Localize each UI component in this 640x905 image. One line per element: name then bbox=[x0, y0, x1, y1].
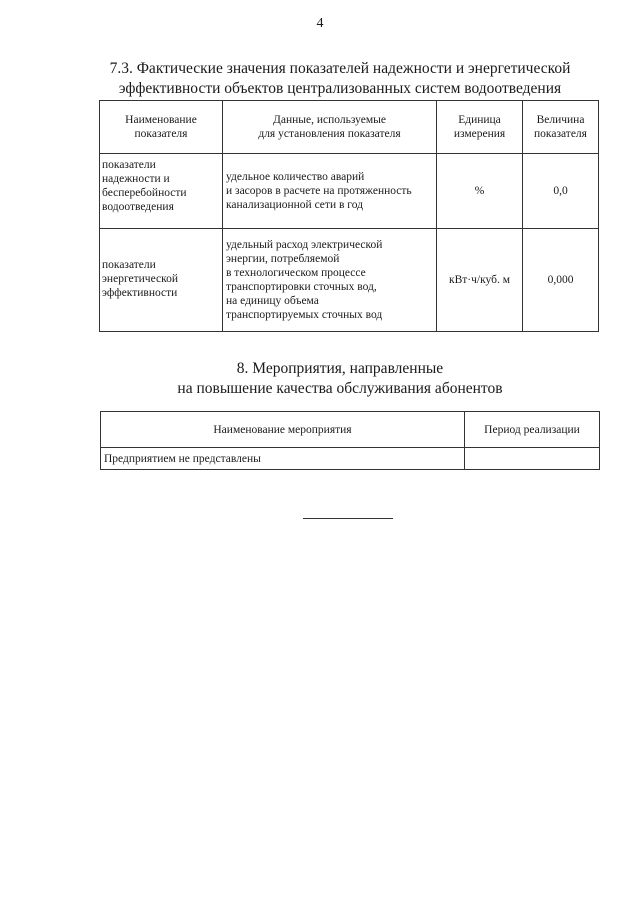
cell-unit: кВт·ч/куб. м bbox=[437, 229, 523, 332]
table-row bbox=[100, 229, 599, 332]
page-number: 4 bbox=[316, 16, 324, 31]
section-7-3-title bbox=[0, 59, 640, 99]
indicators-header-row bbox=[100, 101, 599, 154]
header-measure-name: Наименование мероприятия bbox=[101, 412, 465, 448]
cell-period bbox=[465, 448, 600, 470]
cell-measure-name: Предприятием не представлены bbox=[101, 448, 465, 470]
header-indicator-name: Наименование показателя bbox=[100, 101, 223, 154]
cell-value: 0,000 bbox=[523, 229, 599, 332]
cell-indicator-data: удельное количество аварий и засоров в расчете на протяженность канализационной сети в год bbox=[223, 154, 437, 229]
cell-indicator-name: показатели надежности и бесперебойности водоотведения bbox=[100, 154, 223, 229]
header-period: Период реализации bbox=[465, 412, 600, 448]
measures-table bbox=[100, 411, 600, 470]
table-row bbox=[100, 154, 599, 229]
end-divider bbox=[303, 518, 393, 519]
header-unit: Единица измерения bbox=[437, 101, 523, 154]
section-8-title-line1: 8. Мероприятия, направленные bbox=[236, 360, 444, 377]
header-indicator-data: Данные, используемые для установления показателя bbox=[223, 101, 437, 154]
cell-indicator-data: удельный расход электрической энергии, потребляемой в технологическом процессе транспортировки сточных вод, на единицу объема транспортируемых сточных вод bbox=[223, 229, 437, 332]
section-7-3-title-line2: эффективности объектов централизованных систем водоотведения bbox=[118, 80, 562, 97]
measures-header-row bbox=[101, 412, 600, 448]
section-8-title bbox=[0, 359, 640, 399]
cell-value: 0,0 bbox=[523, 154, 599, 229]
section-7-3-title-line1: 7.3. Фактические значения показателей надежности и энергетической bbox=[109, 60, 571, 77]
table-row bbox=[101, 448, 600, 470]
header-value: Величина показателя bbox=[523, 101, 599, 154]
indicators-table bbox=[99, 100, 599, 332]
section-8-title-line2: на повышение качества обслуживания абонентов bbox=[177, 380, 503, 397]
cell-indicator-name: показатели энергетической эффективности bbox=[100, 229, 223, 332]
cell-unit: % bbox=[437, 154, 523, 229]
